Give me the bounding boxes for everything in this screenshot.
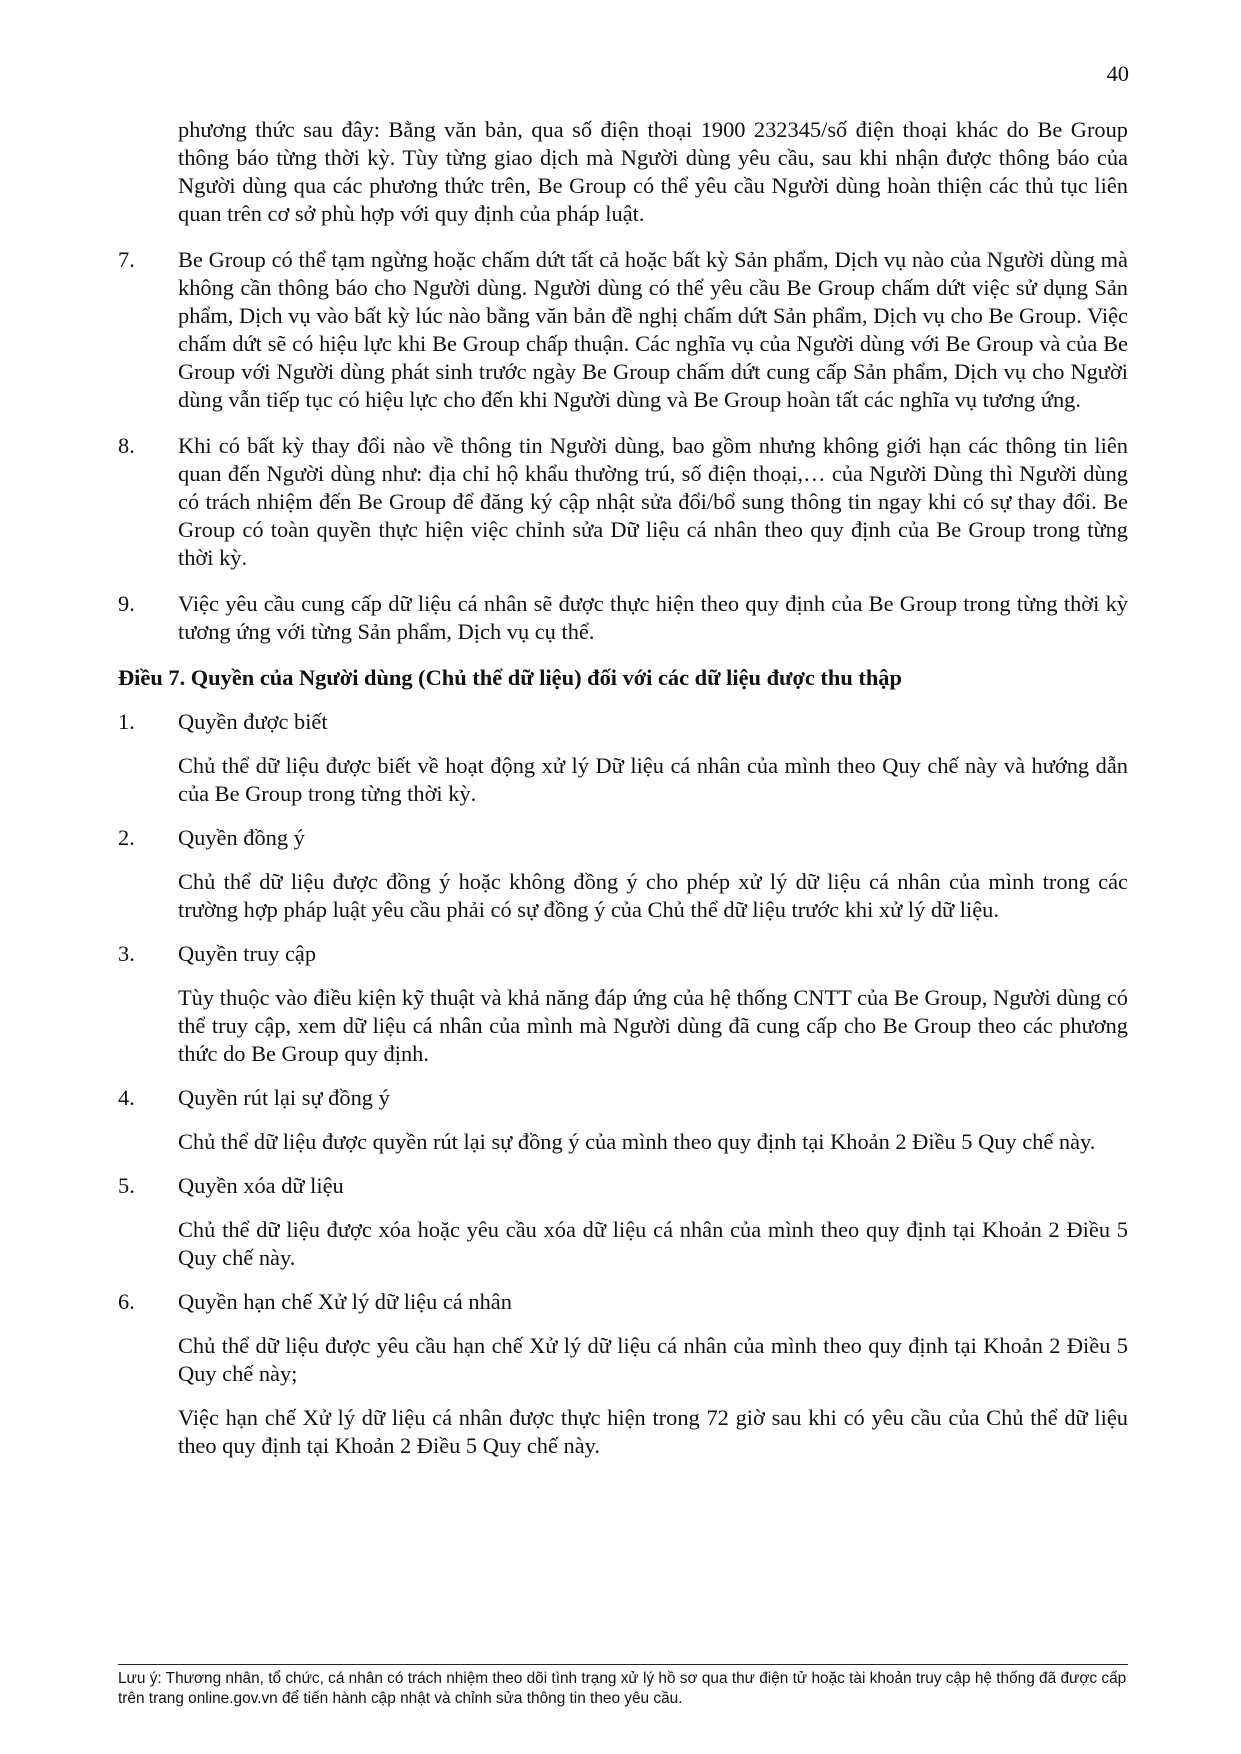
right-paragraph: Chủ thể dữ liệu được quyền rút lại sự đồng ý của mình theo quy định tại Khoản 2 Điều 5 Quy chế này.: [178, 1129, 1096, 1154]
right-title-row: [118, 1084, 1128, 1112]
right-number: 6.: [118, 1289, 135, 1314]
right-title-row: [118, 1288, 1128, 1316]
right-title: Quyền rút lại sự đồng ý: [178, 1085, 390, 1110]
item-text: Việc yêu cầu cung cấp dữ liệu cá nhân sẽ được thực hiện theo quy định của Be Group trong từng thời kỳ tương ứng với từng Sản phẩm, Dịch vụ cụ thể.: [178, 591, 1128, 644]
article-heading: Điều 7. Quyền của Người dùng (Chủ thể dữ liệu) đối với các dữ liệu được thu thập: [118, 665, 902, 690]
intro-paragraph: phương thức sau đây: Bằng văn bản, qua số điện thoại 1900 232345/số điện thoại khác do Be Group thông báo từng thời kỳ. Tùy từng giao dịch mà Người dùng yêu cầu, sau khi nhận được thông báo của Người dùng qua các phương thức trên, Be Group có thể yêu cầu Người dùng hoàn thiện các thủ tục liên quan trên cơ sở phù hợp với quy định của pháp luật.: [178, 117, 1128, 226]
right-title: Quyền đồng ý: [178, 825, 305, 850]
right-number: 2.: [118, 825, 135, 850]
right-paragraph: Chủ thể dữ liệu được xóa hoặc yêu cầu xóa dữ liệu cá nhân của mình theo quy định tại Khoản 2 Điều 5 Quy chế này.: [178, 1217, 1128, 1270]
item-number: 8.: [118, 433, 135, 458]
right-title-row: [118, 824, 1128, 852]
right-paragraph: Việc hạn chế Xử lý dữ liệu cá nhân được thực hiện trong 72 giờ sau khi có yêu cầu của Chủ thể dữ liệu theo quy định tại Khoản 2 Điều 5 Quy chế này.: [178, 1405, 1128, 1458]
footer-note: Lưu ý: Thương nhân, tổ chức, cá nhân có trách nhiệm theo dõi tình trạng xử lý hồ sơ qua thư điện tử hoặc tài khoản truy cập hệ thống đã được cấp trên trang online.gov.vn để tiến hành cập nhật và chỉnh sửa thông tin theo yêu cầu.: [118, 1664, 1128, 1709]
page-content: [118, 116, 1128, 1460]
item-number: 9.: [118, 591, 135, 616]
item-number: 7.: [118, 247, 135, 272]
right-paragraph: Chủ thể dữ liệu được đồng ý hoặc không đồng ý cho phép xử lý dữ liệu cá nhân của mình trong các trường hợp pháp luật yêu cầu phải có sự đồng ý của Chủ thể dữ liệu trước khi xử lý dữ liệu.: [178, 869, 1128, 922]
item-text: Khi có bất kỳ thay đổi nào về thông tin Người dùng, bao gồm nhưng không giới hạn các thông tin liên quan đến Người dùng như: địa chỉ hộ khẩu thường trú, số điện thoại,… của Người Dùng thì Người dùng có trách nhiệm đến Be Group để đăng ký cập nhật sửa đổi/bổ sung thông tin ngay khi có sự thay đổi. Be Group có toàn quyền thực hiện việc chỉnh sửa Dữ liệu cá nhân theo quy định của Be Group trong từng thời kỳ.: [178, 433, 1128, 570]
right-title: Quyền được biết: [178, 709, 328, 734]
right-number: 1.: [118, 709, 135, 734]
right-title: Quyền xóa dữ liệu: [178, 1173, 344, 1198]
right-title-row: [118, 1172, 1128, 1200]
right-number: 5.: [118, 1173, 135, 1198]
list-item: [118, 432, 1128, 572]
right-number: 3.: [118, 941, 135, 966]
right-title-row: [118, 708, 1128, 736]
right-title-row: [118, 940, 1128, 968]
right-paragraph: Chủ thể dữ liệu được biết về hoạt động xử lý Dữ liệu cá nhân của mình theo Quy chế này và hướng dẫn của Be Group trong từng thời kỳ.: [178, 753, 1128, 806]
right-paragraph: Chủ thể dữ liệu được yêu cầu hạn chế Xử lý dữ liệu cá nhân của mình theo quy định tại Khoản 2 Điều 5 Quy chế này;: [178, 1333, 1128, 1386]
right-title: Quyền truy cập: [178, 941, 317, 966]
right-number: 4.: [118, 1085, 135, 1110]
item-text: Be Group có thể tạm ngừng hoặc chấm dứt tất cả hoặc bất kỳ Sản phẩm, Dịch vụ nào của Người dùng mà không cần thông báo cho Người dùng. Người dùng có thể yêu cầu Be Group chấm dứt việc sử dụng Sản phẩm, Dịch vụ vào bất kỳ lúc nào bằng văn bản đề nghị chấm dứt Sản phẩm, Dịch vụ cho Be Group. Việc chấm dứt sẽ có hiệu lực khi Be Group chấp thuận. Các nghĩa vụ của Người dùng với Be Group và của Be Group với Người dùng phát sinh trước ngày Be Group chấm dứt cung cấp Sản phẩm, Dịch vụ cho Người dùng vẫn tiếp tục có hiệu lực cho đến khi Người dùng và Be Group hoàn tất các nghĩa vụ tương ứng.: [178, 247, 1128, 412]
right-title: Quyền hạn chế Xử lý dữ liệu cá nhân: [178, 1289, 512, 1314]
list-item: [118, 590, 1128, 646]
list-item: [118, 246, 1128, 414]
right-paragraph: Tùy thuộc vào điều kiện kỹ thuật và khả năng đáp ứng của hệ thống CNTT của Be Group, Người dùng có thể truy cập, xem dữ liệu cá nhân của mình mà Người dùng đã cung cấp cho Be Group theo các phương thức do Be Group quy định.: [178, 985, 1128, 1066]
page-number: 40: [1106, 61, 1129, 86]
